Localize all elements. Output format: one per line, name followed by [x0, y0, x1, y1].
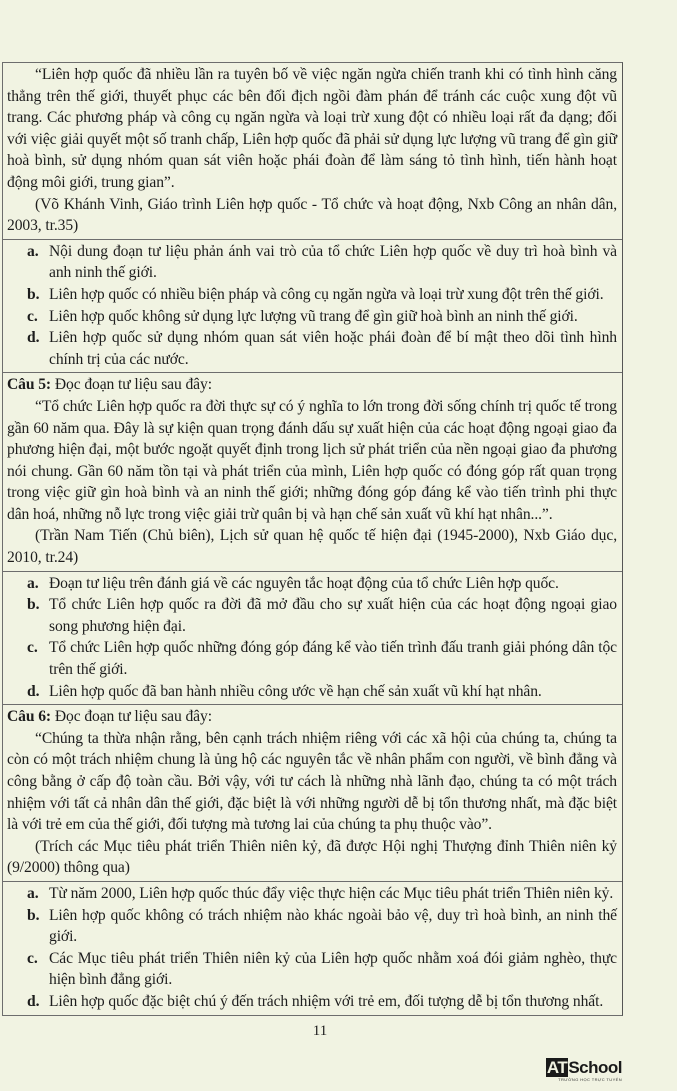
logo-wordmark: [546, 1058, 622, 1077]
options-block-1: [3, 240, 622, 374]
atschool-logo: [546, 1058, 622, 1083]
question-5-heading: [7, 374, 617, 396]
option-text: Liên hợp quốc không sử dụng lực lượng vũ trang để gìn giữ hoà bình an ninh thế giới.: [49, 307, 578, 325]
option-letter: b.: [27, 285, 40, 303]
option-b: [27, 905, 617, 948]
logo-mark: AT: [546, 1057, 568, 1077]
option-b: [27, 284, 617, 306]
option-text: Liên hợp quốc sử dụng nhóm quan sát viên hoặc phái đoàn để bí mật theo dõi tình hình chính trị của các nước.: [49, 329, 617, 368]
logo-word: School: [568, 1057, 622, 1077]
option-text: Liên hợp quốc có nhiều biện pháp và công cụ ngăn ngừa và loại trừ xung đột trên thế giới.: [49, 285, 604, 303]
page-number: 11: [312, 1022, 328, 1039]
question-5-passage: [3, 373, 622, 571]
option-text: Từ năm 2000, Liên hợp quốc thúc đẩy việc thực hiện các Mục tiêu phát triển Thiên niên kỷ.: [49, 884, 614, 902]
passage-block-1: [3, 63, 622, 240]
passage-source: (Trích các Mục tiêu phát triển Thiên niên kỷ, đã được Hội nghị Thượng đỉnh Thiên niên kỷ (9/2000) thông qua): [7, 837, 617, 877]
question-prompt: Đọc đoạn tư liệu sau đây:: [54, 376, 212, 394]
option-letter: b.: [27, 596, 40, 614]
option-d: [27, 681, 617, 703]
question-5-options: [3, 572, 622, 706]
option-text: Đoạn tư liệu trên đánh giá về các nguyên tắc hoạt động của tổ chức Liên hợp quốc.: [49, 574, 559, 592]
option-text: Liên hợp quốc đặc biệt chú ý đến trách nhiệm với trẻ em, đối tượng dễ bị tổn thương nhất.: [49, 992, 604, 1010]
option-c: [27, 637, 617, 680]
option-letter: c.: [27, 949, 38, 967]
option-letter: a.: [27, 884, 39, 902]
option-d: [27, 991, 617, 1013]
logo-subtitle: TRƯỜNG HỌC TRỰC TUYẾN: [558, 1076, 622, 1082]
option-letter: a.: [27, 574, 39, 592]
option-letter: d.: [27, 329, 40, 347]
logo-area: [0, 1058, 622, 1091]
passage-quote: “Chúng ta thừa nhận rằng, bên cạnh trách nhiệm riêng với các xã hội của chúng ta, chúng ta còn có một trách nhiệm chung là ủng hộ các nguyên tắc về nhân phẩm con người, về bình đẳng và công bằng ở cấp độ toàn cầu. Bởi vậy, với tư cách là những nhà lãnh đạo, chúng ta có một trách nhiệm với tất cả nhân dân thế giới, đặc biệt là với những người dễ bị tổn thương nhất, mà đặc biệt là với trẻ em của thế giới, đối tượng mà tương lai của chúng ta phụ thuộc vào”.: [7, 729, 617, 834]
option-letter: a.: [27, 242, 39, 260]
option-letter: d.: [27, 992, 40, 1010]
option-text: Liên hợp quốc đã ban hành nhiều công ước về hạn chế sản xuất vũ khí hạt nhân.: [49, 682, 542, 700]
question-table: [2, 62, 623, 1016]
option-text: Nội dung đoạn tư liệu phản ánh vai trò của tổ chức Liên hợp quốc về duy trì hoà bình và anh ninh thế giới.: [49, 242, 617, 282]
passage-quote: “Liên hợp quốc đã nhiều lần ra tuyên bố về việc ngăn ngừa chiến tranh khi có tình hình căng thẳng trên thế giới, thuyết phục các bên đối địch ngồi đàm phán để tránh các cuộc xung đột vũ trang. Các phương pháp và công cụ ngăn ngừa và loại trừ xung đột có nhiều loại rất đa dạng; đối với việc giải quyết một số tranh chấp, Liên hợp quốc đã phải sử dụng lực lượng vũ trang để gìn giữ hoà bình, sử dụng nhóm quan sát viên hoặc phái đoàn để làm sáng tỏ tình hình, tiến hành hoạt động môi giới, trung gian”.: [7, 66, 617, 191]
option-letter: b.: [27, 906, 40, 924]
option-c: [27, 306, 617, 328]
option-letter: d.: [27, 682, 40, 700]
option-a: [27, 883, 617, 905]
question-6-heading: [7, 706, 617, 728]
option-letter: c.: [27, 307, 38, 325]
passage-source: (Võ Khánh Vinh, Giáo trình Liên hợp quốc - Tổ chức và hoạt động, Nxb Công an nhân dân, 2003, tr.35): [7, 195, 617, 235]
question-6-options: [3, 882, 622, 1015]
option-a: [27, 241, 617, 284]
option-text: Tổ chức Liên hợp quốc ra đời đã mở đầu cho sự xuất hiện của các hoạt động ngoại giao song phương hiện đại.: [49, 596, 617, 635]
option-b: [27, 594, 617, 637]
question-label: Câu 5:: [7, 376, 52, 394]
option-text: Các Mục tiêu phát triển Thiên niên kỷ của Liên hợp quốc nhằm xoá đói giảm nghèo, thực hiện bình đẳng giới.: [49, 949, 617, 989]
option-letter: c.: [27, 639, 38, 657]
option-c: [27, 948, 617, 991]
option-a: [27, 573, 617, 595]
passage-quote: “Tổ chức Liên hợp quốc ra đời thực sự có ý nghĩa to lớn trong đời sống chính trị quốc tế trong gần 60 năm qua. Đây là sự kiện quan trọng đánh dấu sự xuất hiện của các hoạt động ngoại giao đa phương hiện đại, một bước ngoặt quyết định trong lịch sử phát triển của nền ngoại giao đa phương nói chung. Gần 60 năm tồn tại và phát triển của mình, Liên hợp quốc có đóng góp rất quan trọng trong việc giữ gìn hoà bình và an ninh thế giới; những đóng góp đáng kể vào tiến trình phi thực dân hoá, những nỗ lực trong việc giải trừ quân bị và hạn chế sản xuất vũ khí hạt nhân...”.: [7, 397, 617, 523]
option-text: Liên hợp quốc không có trách nhiệm nào khác ngoài bảo vệ, duy trì hoà bình, an ninh thế giới.: [49, 906, 617, 946]
question-6-passage: [3, 705, 622, 882]
passage-source: (Trần Nam Tiến (Chủ biên), Lịch sử quan hệ quốc tế hiện đại (1945-2000), Nxb Giáo dục, 2010, tr.24): [7, 527, 617, 567]
option-d: [27, 327, 617, 370]
question-prompt: Đọc đoạn tư liệu sau đây:: [54, 708, 212, 726]
question-label: Câu 6:: [7, 708, 52, 726]
option-text: Tổ chức Liên hợp quốc những đóng góp đáng kể vào tiến trình đấu tranh giải phóng dân tộc trên thế giới.: [49, 639, 617, 679]
